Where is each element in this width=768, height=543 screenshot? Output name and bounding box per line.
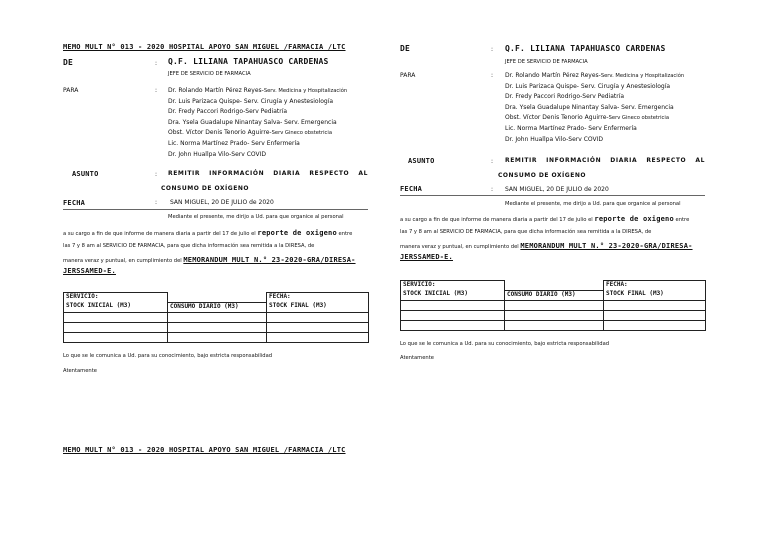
colon: :: [491, 186, 494, 193]
oxygen-table: [63, 292, 369, 343]
closing-text: Lo que se le comunica a Ud. para su conocimiento, bajo estricta responsabilidad: [400, 341, 610, 347]
colon: :: [155, 199, 158, 206]
recipient-list: [505, 71, 684, 145]
fecha-label: FECHA:: [606, 281, 628, 288]
table-cell[interactable]: [168, 322, 267, 332]
to-label: PARA: [63, 87, 79, 94]
column-header: STOCK INICIAL (M3): [64, 302, 168, 312]
oxygen-report-highlight: reporte de oxigeno: [257, 229, 337, 237]
subject-line: REMITIR INFORMACIÓN DIARIA RESPECTO AL: [168, 170, 368, 177]
recipient: Dr. Fredy Paccori Rodrigo-Serv Pediatría: [168, 108, 288, 116]
fecha-cell[interactable]: [267, 293, 369, 303]
memo-reference: JERSSAMED-E.: [400, 253, 453, 261]
colon: :: [491, 72, 494, 79]
divider: [400, 195, 705, 196]
servicio-cell[interactable]: [64, 293, 168, 303]
fecha-label: FECHA:: [269, 293, 291, 300]
table-row: [401, 300, 706, 310]
table-cell[interactable]: [604, 310, 706, 320]
memo-reference: MEMORANDUM MULT N.° 23-2020-GRA/DIRESA-: [520, 242, 693, 250]
from-title: JEFE DE SERVICIO DE FARMACIA: [505, 59, 588, 65]
recipient: Obst. Víctor Denis Tenorio Aguirre-: [505, 114, 609, 122]
table-row: [401, 281, 706, 291]
signoff: Atentamente: [63, 368, 97, 374]
column-header: STOCK FINAL (M3): [604, 290, 706, 300]
subject-line: REMITIR INFORMACIÓN DIARIA RESPECTO AL: [505, 157, 705, 164]
divider: [63, 209, 368, 210]
from-label: DE: [400, 44, 411, 53]
signoff: Atentamente: [400, 355, 434, 361]
table-cell[interactable]: [64, 312, 168, 322]
table-cell: [505, 281, 604, 291]
date-label: FECHA: [400, 185, 423, 193]
servicio-label: SERVICIO:: [403, 281, 436, 288]
table-row: [401, 320, 706, 330]
table-cell[interactable]: [168, 312, 267, 322]
to-label: PARA: [400, 72, 416, 79]
body-line: las 7 y 8 am al SERVICIO DE FARMACIA, para que dicha información sea remitida a la DIRESA, de: [63, 243, 315, 249]
recipient-service: Serv. Medicina y Hospitalización: [263, 88, 348, 94]
column-header: CONSUMO DIARIO (M3): [168, 302, 267, 312]
table-row: [64, 312, 369, 322]
servicio-cell[interactable]: [401, 281, 505, 291]
table-cell[interactable]: [505, 300, 604, 310]
table-cell[interactable]: [267, 322, 369, 332]
memo-header: MEMO MULT N° 013 - 2020 HOSPITAL APOYO SAN MIGUEL /FARMACIA /LTC: [63, 43, 346, 51]
recipient: Dra. Ysela Guadalupe Ninantay Salva- Serv. Emergencia: [168, 118, 337, 126]
table-cell[interactable]: [64, 332, 168, 342]
recipient: Dr. Luis Parizaca Quispe- Serv. Cirugía y Anestesiología: [505, 82, 671, 90]
body-line: Mediante el presente, me dirijo a Ud. para que organice al personal: [168, 214, 344, 220]
column-header: STOCK INICIAL (M3): [401, 290, 505, 300]
fecha-cell[interactable]: [604, 281, 706, 291]
table-cell[interactable]: [401, 310, 505, 320]
recipient: Dr. Rolando Martín Pérez Reyes-: [168, 87, 264, 94]
colon: :: [155, 87, 158, 94]
table-cell[interactable]: [604, 300, 706, 310]
recipient: Dr. Fredy Paccori Rodrigo-Serv Pediatría: [505, 93, 625, 101]
recipient: Dra. Ysela Guadalupe Ninantay Salva- Serv. Emergencia: [505, 103, 674, 111]
memo-footer: MEMO MULT N° 013 - 2020 HOSPITAL APOYO SAN MIGUEL /FARMACIA /LTC: [63, 446, 346, 454]
subject-label: ASUNTO: [72, 170, 99, 178]
recipient: Dr. Rolando Martín Pérez Reyes-: [505, 72, 601, 79]
subject-line: CONSUMO DE OXÍGENO: [498, 172, 586, 179]
body-text: entre: [338, 231, 353, 237]
column-header: STOCK FINAL (M3): [267, 302, 369, 312]
date: SAN MIGUEL, 20 DE JULIO de 2020: [505, 186, 609, 193]
date: SAN MIGUEL, 20 DE JULIO de 2020: [170, 199, 274, 206]
body-text: a su cargo a fin de que informe de manera diaria a partir del 17 de julio el: [400, 217, 593, 223]
colon: :: [491, 46, 494, 53]
body-text: entre: [675, 217, 690, 223]
table-header-row: [64, 302, 369, 312]
recipient: Dr. John Huallpa Vilo-Serv COVID: [168, 150, 267, 158]
body-line: las 7 y 8 am al SERVICIO DE FARMACIA, para que dicha información sea remitida a la DIRESA, de: [400, 229, 652, 235]
body-line: Mediante el presente, me dirijo a Ud. para que organice al personal: [505, 201, 681, 207]
table-row: [401, 310, 706, 320]
recipient-service: Serv. Medicina y Hospitalización: [600, 73, 685, 79]
table-cell[interactable]: [401, 320, 505, 330]
from-label: DE: [63, 58, 74, 67]
recipient: Obst. Víctor Denis Tenorio Aguirre-: [168, 129, 272, 137]
oxygen-report-highlight: reporte de oxigeno: [594, 215, 674, 223]
from-name: Q.F. LILIANA TAPAHUASCO CARDENAS: [168, 57, 329, 66]
colon: :: [155, 171, 158, 178]
oxygen-table: [400, 280, 706, 331]
recipient: Lic. Norma Martínez Prado- Serv Enfermería: [168, 139, 300, 147]
colon: :: [155, 60, 158, 67]
from-title: JEFE DE SERVICIO DE FARMACIA: [168, 71, 251, 77]
table-cell[interactable]: [505, 310, 604, 320]
table-cell[interactable]: [401, 300, 505, 310]
recipient-list: [168, 86, 347, 160]
recipient: Dr. Luis Parizaca Quispe- Serv. Cirugía y Anestesiología: [168, 97, 334, 105]
body-line: [63, 229, 352, 237]
table-cell[interactable]: [505, 320, 604, 330]
table-cell[interactable]: [64, 322, 168, 332]
recipient-service: Serv Gineco obstetricia: [608, 115, 670, 122]
table-cell[interactable]: [604, 320, 706, 330]
table-row: [64, 332, 369, 342]
table-cell[interactable]: [267, 332, 369, 342]
table-row: [64, 293, 369, 303]
memo-reference: MEMORANDUM MULT N.° 23-2020-GRA/DIRESA-: [183, 256, 356, 264]
body-line: [63, 256, 356, 264]
recipient: Lic. Norma Martínez Prado- Serv Enfermería: [505, 124, 637, 132]
table-header-row: [401, 290, 706, 300]
table-cell[interactable]: [267, 312, 369, 322]
subject-label: ASUNTO: [408, 157, 435, 165]
from-name: Q.F. LILIANA TAPAHUASCO CARDENAS: [505, 44, 666, 53]
memo-reference: JERSSAMED-E.: [63, 267, 116, 275]
colon: :: [491, 158, 494, 165]
body-line: [400, 215, 689, 223]
body-line: [400, 242, 693, 250]
column-header: CONSUMO DIARIO (M3): [505, 290, 604, 300]
recipient: Dr. John Huallpa Vilo-Serv COVID: [505, 135, 604, 143]
table-row: [64, 322, 369, 332]
recipient-service: Serv Gineco obstetricia: [271, 130, 333, 137]
body-text: manera veraz y puntual, en cumplimiento del: [400, 244, 519, 250]
table-cell[interactable]: [168, 332, 267, 342]
date-label: FECHA: [63, 199, 86, 207]
body-text: a su cargo a fin de que informe de manera diaria a partir del 17 de julio el: [63, 231, 256, 237]
body-text: manera veraz y puntual, en cumplimiento del: [63, 258, 182, 264]
closing-text: Lo que se le comunica a Ud. para su conocimiento, bajo estricta responsabilidad: [63, 353, 273, 359]
servicio-label: SERVICIO:: [66, 293, 99, 300]
subject-line: CONSUMO DE OXÍGENO: [161, 185, 249, 192]
table-cell: [168, 293, 267, 303]
